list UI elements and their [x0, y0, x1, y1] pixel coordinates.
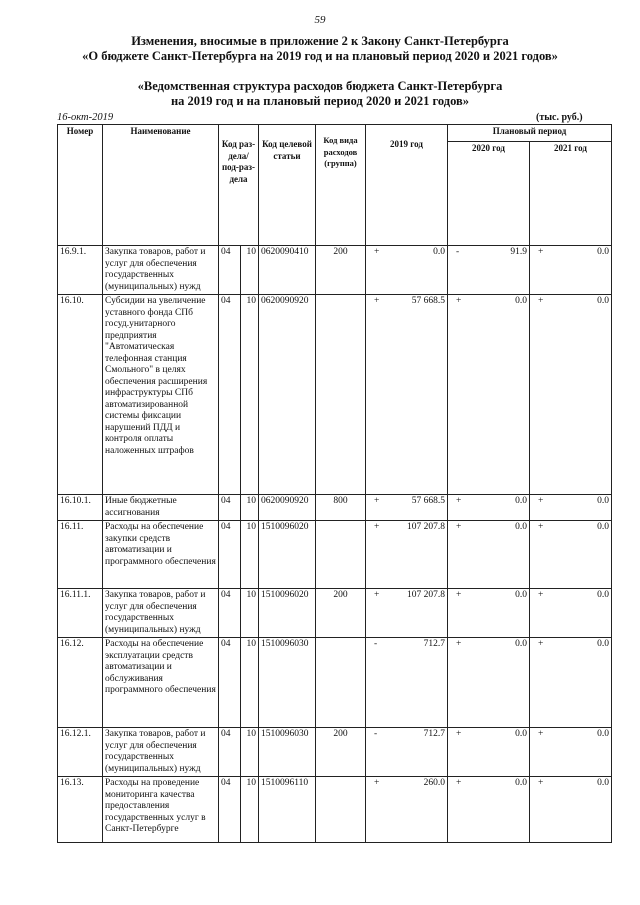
row-subsection-code: 10: [241, 777, 259, 843]
row-name: Закупка товаров, работ и услуг для обеспечения государственных (муниципальных) нужд: [103, 246, 219, 295]
amount-sign: -: [374, 729, 378, 739]
amount-value: 712.7: [423, 639, 445, 649]
amount-value: 0.0: [597, 639, 609, 649]
units-label: (тыс. руб.): [536, 112, 583, 123]
row-number: 16.9.1.: [58, 246, 103, 295]
amount-sign: +: [374, 522, 380, 532]
row-amount-2021: [530, 521, 612, 589]
amount-sign: +: [374, 296, 380, 306]
amount-sign: +: [374, 590, 380, 600]
header-planned-period: Плановый период: [448, 125, 612, 142]
amount-value: 0.0: [515, 496, 527, 506]
row-subsection-code: 10: [241, 521, 259, 589]
amount-value: 0.0: [433, 247, 445, 257]
amount-sign: +: [456, 778, 462, 788]
row-amount-2020: [448, 521, 530, 589]
row-number: 16.12.1.: [58, 728, 103, 777]
row-target-code: 1510096020: [259, 589, 316, 638]
document-subtitle: [0, 79, 640, 109]
row-number: 16.12.: [58, 638, 103, 728]
row-number: 16.10.1.: [58, 495, 103, 521]
header-2019: 2019 год: [366, 125, 448, 246]
amount-value: 0.0: [597, 729, 609, 739]
row-expense-type-code: [316, 295, 366, 495]
row-amount-2020: [448, 295, 530, 495]
amount-value: 107 207.8: [407, 590, 445, 600]
header-target: Код целевой статьи: [259, 125, 316, 246]
amount-value: 0.0: [515, 522, 527, 532]
row-target-code: 0620090410: [259, 246, 316, 295]
amount-sign: +: [538, 247, 544, 257]
amount-value: 0.0: [515, 729, 527, 739]
amount-value: 0.0: [515, 639, 527, 649]
row-amount-2020: [448, 495, 530, 521]
header-expense-type: Код вида расходов (группа): [316, 125, 366, 246]
row-amount-2019: [366, 638, 448, 728]
amount-sign: +: [374, 247, 380, 257]
row-amount-2021: [530, 246, 612, 295]
amount-sign: +: [456, 496, 462, 506]
amount-value: 57 668.5: [411, 296, 445, 306]
row-amount-2019: [366, 589, 448, 638]
row-section-code: 04: [219, 295, 241, 495]
amount-sign: -: [456, 247, 460, 257]
row-subsection-code: 10: [241, 246, 259, 295]
amount-value: 0.0: [597, 522, 609, 532]
header-2021: 2021 год: [530, 142, 612, 246]
amount-value: 0.0: [597, 590, 609, 600]
row-target-code: 1510096110: [259, 777, 316, 843]
row-section-code: 04: [219, 589, 241, 638]
row-amount-2020: [448, 589, 530, 638]
row-number: 16.10.: [58, 295, 103, 495]
subtitle-line-1: «Ведомственная структура расходов бюджета Санкт-Петербурга: [137, 79, 503, 93]
table-row: [58, 495, 612, 521]
row-subsection-code: 10: [241, 638, 259, 728]
row-section-code: 04: [219, 777, 241, 843]
row-name: Расходы на обеспечение закупки средств автоматизации и программного обеспечения: [103, 521, 219, 589]
row-section-code: 04: [219, 638, 241, 728]
amount-sign: +: [456, 639, 462, 649]
page-number: 59: [314, 14, 326, 26]
row-number: 16.11.: [58, 521, 103, 589]
row-amount-2021: [530, 295, 612, 495]
header-name: Наименование: [103, 125, 219, 246]
amount-value: 0.0: [597, 778, 609, 788]
amount-sign: +: [456, 522, 462, 532]
amount-sign: -: [374, 639, 378, 649]
row-section-code: 04: [219, 495, 241, 521]
table-row: [58, 638, 612, 728]
amount-value: 0.0: [597, 247, 609, 257]
row-amount-2021: [530, 495, 612, 521]
row-amount-2019: [366, 777, 448, 843]
row-name: Расходы на обеспечение эксплуатации средств автоматизации и обслуживания программного обеспечения: [103, 638, 219, 728]
row-expense-type-code: [316, 638, 366, 728]
amount-sign: +: [538, 729, 544, 739]
table-row: [58, 295, 612, 495]
amount-value: 0.0: [515, 296, 527, 306]
amount-sign: +: [538, 496, 544, 506]
row-expense-type-code: [316, 521, 366, 589]
row-amount-2019: [366, 246, 448, 295]
amount-value: 0.0: [597, 496, 609, 506]
row-name: Иные бюджетные ассигнования: [103, 495, 219, 521]
row-subsection-code: 10: [241, 589, 259, 638]
row-expense-type-code: 200: [316, 728, 366, 777]
amount-sign: +: [538, 590, 544, 600]
row-amount-2020: [448, 777, 530, 843]
row-expense-type-code: 800: [316, 495, 366, 521]
row-subsection-code: 10: [241, 728, 259, 777]
row-amount-2021: [530, 638, 612, 728]
row-name: Субсидии на увеличение уставного фонда СПб госуд.унитарного предприятия "Автоматическая телефонная станция Смольного" в целях обеспечения расширения инфраструктуры СПб автоматизированной системы фиксации нарушений ПДД и контроля оплаты наложенных штрафов: [103, 295, 219, 495]
row-amount-2021: [530, 777, 612, 843]
row-amount-2019: [366, 295, 448, 495]
budget-table: [57, 124, 612, 843]
amount-value: 107 207.8: [407, 522, 445, 532]
amount-sign: +: [456, 590, 462, 600]
amount-value: 0.0: [515, 778, 527, 788]
row-expense-type-code: 200: [316, 246, 366, 295]
row-section-code: 04: [219, 246, 241, 295]
row-expense-type-code: [316, 777, 366, 843]
table-body: [58, 246, 612, 843]
row-section-code: 04: [219, 728, 241, 777]
amount-sign: +: [456, 296, 462, 306]
row-name: Закупка товаров, работ и услуг для обеспечения государственных (муниципальных) нужд: [103, 728, 219, 777]
row-number: 16.13.: [58, 777, 103, 843]
amount-sign: +: [538, 522, 544, 532]
amount-value: 260.0: [423, 778, 445, 788]
amount-value: 0.0: [597, 296, 609, 306]
title-line-2: «О бюджете Санкт-Петербурга на 2019 год и на плановый период 2020 и 2021 годов»: [82, 49, 558, 63]
header-section: Код раз-дела/ под-раз-дела: [219, 125, 259, 246]
table-row: [58, 777, 612, 843]
header-number: Номер: [58, 125, 103, 246]
row-target-code: 1510096020: [259, 521, 316, 589]
amount-value: 0.0: [515, 590, 527, 600]
row-name: Расходы на проведение мониторинга качества предоставления государственных услуг в Санкт-Петербурге: [103, 777, 219, 843]
amount-sign: +: [456, 729, 462, 739]
amount-value: 712.7: [423, 729, 445, 739]
amount-sign: +: [374, 778, 380, 788]
table-row: [58, 246, 612, 295]
document-title: [0, 34, 640, 64]
amount-sign: +: [538, 639, 544, 649]
table-row: [58, 521, 612, 589]
row-amount-2020: [448, 728, 530, 777]
header-2020: 2020 год: [448, 142, 530, 246]
row-amount-2019: [366, 495, 448, 521]
title-line-1: Изменения, вносимые в приложение 2 к Закону Санкт-Петербурга: [131, 34, 509, 48]
row-target-code: 0620090920: [259, 295, 316, 495]
row-amount-2019: [366, 521, 448, 589]
row-subsection-code: 10: [241, 295, 259, 495]
row-amount-2021: [530, 589, 612, 638]
amount-sign: +: [538, 778, 544, 788]
row-target-code: 1510096030: [259, 638, 316, 728]
row-amount-2020: [448, 246, 530, 295]
subtitle-line-2: на 2019 год и на плановый период 2020 и 2021 годов»: [170, 94, 470, 108]
amount-sign: +: [374, 496, 380, 506]
row-amount-2020: [448, 638, 530, 728]
row-section-code: 04: [219, 521, 241, 589]
amount-sign: +: [538, 296, 544, 306]
header-row-1: [58, 125, 612, 142]
document-date: 16-окт-2019: [57, 112, 114, 123]
row-subsection-code: 10: [241, 495, 259, 521]
row-amount-2019: [366, 728, 448, 777]
row-target-code: 0620090920: [259, 495, 316, 521]
amount-value: 57 668.5: [411, 496, 445, 506]
row-number: 16.11.1.: [58, 589, 103, 638]
table-row: [58, 589, 612, 638]
row-amount-2021: [530, 728, 612, 777]
row-name: Закупка товаров, работ и услуг для обеспечения государственных (муниципальных) нужд: [103, 589, 219, 638]
row-target-code: 1510096030: [259, 728, 316, 777]
table-row: [58, 728, 612, 777]
amount-value: 91.9: [510, 247, 527, 257]
row-expense-type-code: 200: [316, 589, 366, 638]
